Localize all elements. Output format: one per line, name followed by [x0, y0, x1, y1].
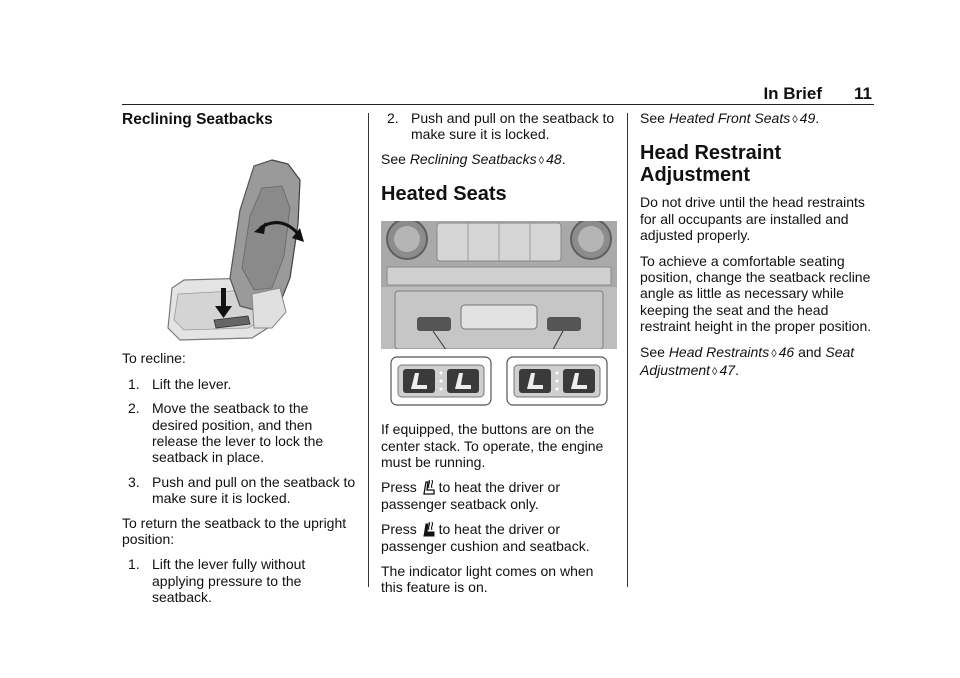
xref-link[interactable]: Seat Adjustment	[640, 343, 855, 379]
column-3	[640, 110, 874, 389]
xref-arrow-icon: ◊	[771, 347, 777, 360]
seat-illustration	[122, 128, 358, 350]
recline-step: 3. Push and pull on the seatback to make sure it is locked.	[128, 473, 356, 507]
column-1	[122, 110, 358, 614]
heated-seatback-icon	[421, 479, 435, 495]
upright-step: 1. Lift the lever fully without applying pressure to the seatback.	[128, 556, 306, 606]
page-header	[122, 84, 874, 104]
column-divider-1	[368, 113, 369, 587]
page-number: 11	[854, 84, 872, 103]
see-reference: See Head Restraints ◊ 46 and Seat Adjustment ◊ 47.	[640, 343, 855, 379]
heated-cushion-seatback-icon	[421, 521, 435, 537]
heated-seats-intro: If equipped, the buttons are on the center stack. To operate, the engine must be running.	[381, 421, 604, 471]
section-title-heated-seats: Heated Seats	[381, 183, 507, 206]
head-restraint-comfort: To achieve a comfortable seating position, change the seatback recline angle as little as necessary while keeping the seat and the head restraint height in the proper position.	[640, 252, 872, 335]
cushion-heat-instruction: Press to heat the driver or passenger cushion and seatback.	[381, 521, 590, 554]
heated-seat-controls-illustration	[381, 221, 617, 413]
head-restraint-warning: Do not drive until the head restraints for all occupants are installed and adjusted properly.	[640, 194, 865, 244]
indicator-note: The indicator light comes on when this feature is on.	[381, 563, 594, 596]
recline-intro: To recline:	[122, 350, 186, 367]
recline-step: 1. Lift the lever.	[128, 375, 232, 392]
xref-arrow-icon: ◊	[792, 114, 798, 126]
section-title-reclining: Reclining Seatbacks	[122, 111, 273, 128]
column-2	[381, 110, 617, 605]
section-title-head-restraint: Head Restraint Adjustment	[640, 142, 782, 187]
xref-arrow-icon: ◊	[538, 154, 545, 167]
xref-link[interactable]: Heated Front Seats	[668, 110, 791, 126]
see-reference: See Reclining Seatbacks ◊ 48.	[381, 150, 566, 167]
upright-intro: To return the seatback to the upright position:	[122, 514, 347, 548]
see-reference: See Heated Front Seats ◊ 49.	[640, 110, 820, 126]
recline-steps	[122, 376, 358, 507]
column-divider-2	[627, 113, 628, 587]
header-rule	[122, 104, 874, 105]
seat-recline-illustration	[122, 128, 358, 350]
recline-step: 2. Move the seatback to the desired position, and then release the lever to lock the seatback in place.	[128, 400, 324, 466]
xref-link[interactable]: Reclining Seatbacks	[409, 150, 537, 167]
continued-steps	[381, 110, 617, 143]
seatback-heat-instruction: Press to heat the driver or passenger seatback only.	[381, 479, 560, 512]
xref-link[interactable]: Head Restraints	[668, 343, 770, 360]
center-stack-illustration	[381, 221, 617, 413]
xref-arrow-icon: ◊	[712, 366, 718, 379]
header-section: In Brief	[763, 84, 822, 103]
recline-step: 2. Push and pull on the seatback to make sure it is locked.	[387, 110, 615, 143]
upright-steps	[122, 556, 358, 605]
